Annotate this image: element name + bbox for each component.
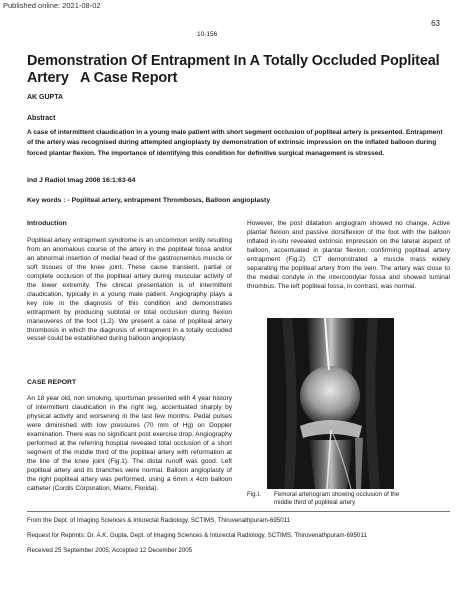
figure-caption-line-2: middle third of popliteal artery: [274, 499, 356, 506]
right-column-text: [247, 220, 450, 292]
title-line-1: Demonstration Of Entrapment In A Totally Occluded Popliteal: [27, 53, 440, 69]
figure-caption: [247, 491, 450, 507]
footnote-received: Received 25 September 2005; Accepted 12 December 2005: [27, 547, 193, 554]
case-report-paragraph: An 18 year old, non smoking, sportsman presented with 4 year history of intermittent claudication in the right leg, accentuated sharply by physical activity and worsening in the last few months. Pedal pulses were diminished with low pressures (70 mm of Hg) on Doppler examination. There was no significant post exercise drop. Angiography performed at the referring hospital revealed total occlusion of a short segment of the middle third of the popliteal artery with reformation at the line of the knee joint (Fig.1). The distal runoff was good. Left popliteal artery and its branches were normal. Balloon angioplasty of the right popliteal artery was performed, using a 6mm x 4cm balloon catheter (Cordis Corporation, Miami, Florida).: [27, 395, 232, 492]
published-online-note: Published online: 2021-08-02: [3, 1, 101, 10]
femoral-arteriogram-image: [267, 318, 394, 489]
introduction-heading: Introduction: [27, 220, 67, 227]
introduction-paragraph: Popliteal artery entrapment syndrome is an uncommon entity resulting from an anomalous course of the artery in the popliteal fossa and/or an abnormal insertion of medial head of the gastrocnemius muscle or soft tissues of the knee joint. These cause transient, partial or complete occlusion of the popliteal artery during muscular activity of the lower extremity. The clinical presentation is of intermittent claudication, typically in a young male patient. Angiography plays a key role in the diagnosis of this condition and demonstrates entrapment by producing subtotal or total occlusion during flexion maneuveres of the foot (1,2). We present a case of popliteal artery thrombosis in which the diagnosis of entrapment in a totally occluded vessel could be established during balloon angioplasty.: [27, 237, 232, 343]
keywords: Key words : - Popliteal artery, entrapment Thrombosis, Balloon angioplasty: [27, 197, 271, 204]
title-line-2: Artery A Case Report: [27, 70, 178, 86]
article-title: [27, 53, 457, 87]
author: AK GUPTA: [27, 94, 64, 101]
article-code: 10-156: [197, 31, 218, 38]
abstract-text: A case of intermittent claudication in a young male patient with short segment occlusion of popliteal artery is presented. Entrapment of the artery was recognised during attempted angioplasty by demonstration of extrinsic impression on the inflated balloon during forced plantar flexion. The importance of identifying this condition for definitive surgical management is stressed.: [27, 129, 443, 157]
case-report-text: [27, 395, 232, 493]
citation: Ind J Radiol Imag 2006 16:1:63-64: [27, 177, 136, 184]
page-number: 63: [431, 19, 440, 28]
footnote-reprints: Request for Reprints: Dr. A.K. Gupta, Dept. of Imaging Sciences & Inturectal Radiology, SCTIMS, Thiruvenathpuram-695011: [27, 532, 367, 539]
footnote-divider: [27, 511, 450, 512]
figure-label: Fig.I.: [247, 491, 261, 498]
right-column-paragraph: However, the post dilatation angiogram showed no change. Active plantar flexion and passive dorsiflexion of the foot with the balloon inflated in-situ revealed extrinsic impression on the lateral aspect of balloon, accentuated in plantar flexion, confirming popliteal artery entrapment (Fig.2). CT demonstrated a muscle mass widely separating the popliteal artery from the vein. The artery was close to the medial condyle in the intercondylar fossa and showed luminal thrombus. The left popliteal fossa, in contrast, was normal.: [247, 220, 450, 290]
case-report-heading: CASE REPORT: [27, 379, 77, 386]
figure-caption-line-1: Femoral arteriogram showing occlusion of the: [274, 491, 400, 498]
abstract-heading: Abstract: [27, 115, 56, 122]
footnote-affiliation: From the Dept. of Imaging Sciences & Inturectal Radiology, SCTIMS, Thiruvenathpuram-695011: [27, 517, 291, 524]
introduction-text: [27, 237, 232, 344]
